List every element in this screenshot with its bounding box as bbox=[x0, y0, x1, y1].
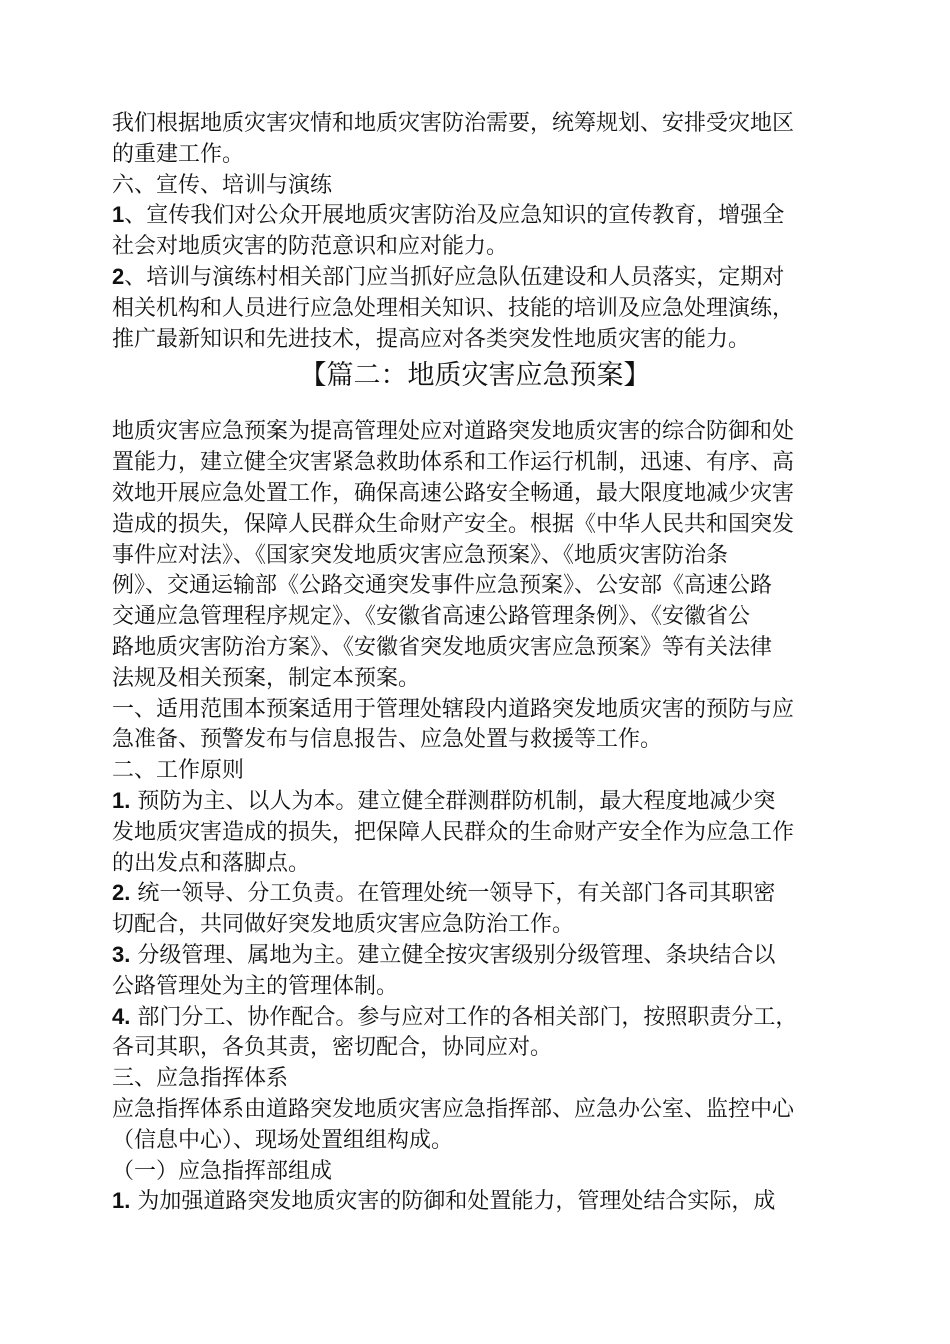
paragraph-block-before bbox=[112, 108, 838, 354]
text-line bbox=[112, 139, 838, 170]
list-number: 4. bbox=[112, 1003, 131, 1029]
text-line bbox=[112, 416, 838, 447]
text-line bbox=[112, 231, 838, 262]
text-line bbox=[112, 478, 838, 509]
line-text: 三、应急指挥体系 bbox=[112, 1066, 289, 1092]
list-number: 1. bbox=[112, 1188, 131, 1214]
list-number: 1. bbox=[112, 787, 131, 813]
text-line bbox=[112, 1002, 838, 1033]
section-heading bbox=[112, 755, 838, 786]
line-text: 例》、交通运输部《公路交通突发事件应急预案》、公安部《高速公路 bbox=[112, 573, 773, 599]
line-text: 效地开展应急处置工作，确保高速公路安全畅通，最大限度地减少灾害 bbox=[112, 480, 795, 506]
line-text: 应急指挥体系由道路突发地质灾害应急指挥部、应急办公室、监控中心 bbox=[112, 1096, 795, 1122]
line-text: 六、宣传、培训与演练 bbox=[112, 172, 333, 198]
text-line bbox=[112, 940, 838, 971]
line-text: 造成的损失，保障人民群众生命财产安全。根据《中华人民共和国突发 bbox=[112, 511, 795, 537]
text-line bbox=[112, 509, 838, 540]
document-page bbox=[112, 108, 838, 1217]
line-text: 公路管理处为主的管理体制。 bbox=[112, 973, 399, 999]
line-text: 切配合，共同做好突发地质灾害应急防治工作。 bbox=[112, 912, 575, 938]
text-line bbox=[112, 663, 838, 694]
paragraph-block-after bbox=[112, 416, 838, 1217]
line-text: 为加强道路突发地质灾害的防御和处置能力，管理处结合实际，成 bbox=[130, 1189, 776, 1215]
line-text: 各司其职，各负其责，密切配合，协同应对。 bbox=[112, 1035, 553, 1061]
text-line bbox=[112, 1032, 838, 1063]
line-text: 置能力，建立健全灾害紧急救助体系和工作运行机制，迅速、有序、高 bbox=[112, 450, 795, 476]
line-text: 法规及相关预案，制定本预案。 bbox=[112, 665, 421, 691]
line-text: 、宣传我们对公众开展地质灾害防治及应急知识的宣传教育，增强全 bbox=[124, 203, 785, 229]
text-line bbox=[112, 817, 838, 848]
text-line bbox=[112, 108, 838, 139]
line-text: 二、工作原则 bbox=[112, 758, 245, 784]
section-heading bbox=[112, 694, 838, 725]
text-line bbox=[112, 786, 838, 817]
line-text: 预防为主、以人为本。建立健全群测群防机制，最大程度地减少突 bbox=[130, 788, 776, 814]
text-line bbox=[112, 262, 838, 293]
list-number: 1 bbox=[112, 202, 125, 228]
text-line bbox=[112, 1094, 838, 1125]
line-text: 的重建工作。 bbox=[112, 141, 245, 167]
section-heading bbox=[112, 1156, 838, 1187]
text-line bbox=[112, 293, 838, 324]
list-number: 2 bbox=[112, 263, 125, 289]
text-line bbox=[112, 971, 838, 1002]
text-line bbox=[112, 724, 838, 755]
line-text: 急准备、预警发布与信息报告、应急处置与救援等工作。 bbox=[112, 727, 663, 753]
text-line bbox=[112, 878, 838, 909]
section-heading bbox=[112, 170, 838, 201]
text-line bbox=[112, 632, 838, 663]
text-line bbox=[112, 570, 838, 601]
line-text: 的出发点和落脚点。 bbox=[112, 850, 311, 876]
line-text: 、培训与演练村相关部门应当抓好应急队伍建设和人员落实，定期对 bbox=[124, 264, 785, 290]
line-text: 统一领导、分工负责。在管理处统一领导下，有关部门各司其职密 bbox=[130, 881, 776, 907]
line-text: 发地质灾害造成的损失，把保障人民群众的生命财产安全作为应急工作 bbox=[112, 819, 795, 845]
line-text: 路地质灾害防治方案》、《安徽省突发地质灾害应急预案》等有关法律 bbox=[112, 634, 773, 660]
section-title: 【篇二：地质灾害应急预案】 bbox=[299, 360, 651, 392]
text-line bbox=[112, 324, 838, 355]
line-text: 一、适用范围本预案适用于管理处辖段内道路突发地质灾害的预防与应 bbox=[112, 696, 795, 722]
text-line bbox=[112, 540, 838, 571]
line-text: 事件应对法》、《国家突发地质灾害应急预案》、《地质灾害防治条 bbox=[112, 542, 729, 568]
section-heading bbox=[112, 1063, 838, 1094]
line-text: 交通应急管理程序规定》、《安徽省高速公路管理条例》、《安徽省公 bbox=[112, 604, 751, 630]
line-text: （一）应急指挥部组成 bbox=[112, 1158, 333, 1184]
list-number: 2. bbox=[112, 880, 131, 906]
text-line bbox=[112, 447, 838, 478]
text-line bbox=[112, 909, 838, 940]
line-text: 推广最新知识和先进技术，提高应对各类突发性地质灾害的能力。 bbox=[112, 326, 751, 352]
line-text: 地质灾害应急预案为提高管理处应对道路突发地质灾害的综合防御和处 bbox=[112, 419, 795, 445]
line-text: 相关机构和人员进行应急处理相关知识、技能的培训及应急处理演练， bbox=[112, 295, 795, 321]
line-text: 分级管理、属地为主。建立健全按灾害级别分级管理、条块结合以 bbox=[130, 942, 776, 968]
line-text: 部门分工、协作配合。参与应对工作的各相关部门，按照职责分工， bbox=[130, 1004, 798, 1030]
text-line bbox=[112, 1125, 838, 1156]
text-line bbox=[112, 200, 838, 231]
line-text: （信息中心）、现场处置组组构成。 bbox=[112, 1127, 454, 1153]
text-line bbox=[112, 1186, 838, 1217]
text-line bbox=[112, 601, 838, 632]
line-text: 社会对地质灾害的防范意识和应对能力。 bbox=[112, 234, 509, 260]
text-line bbox=[112, 848, 838, 879]
list-number: 3. bbox=[112, 941, 131, 967]
line-text: 我们根据地质灾害灾情和地质灾害防治需要，统筹规划、安排受灾地区 bbox=[112, 111, 795, 136]
